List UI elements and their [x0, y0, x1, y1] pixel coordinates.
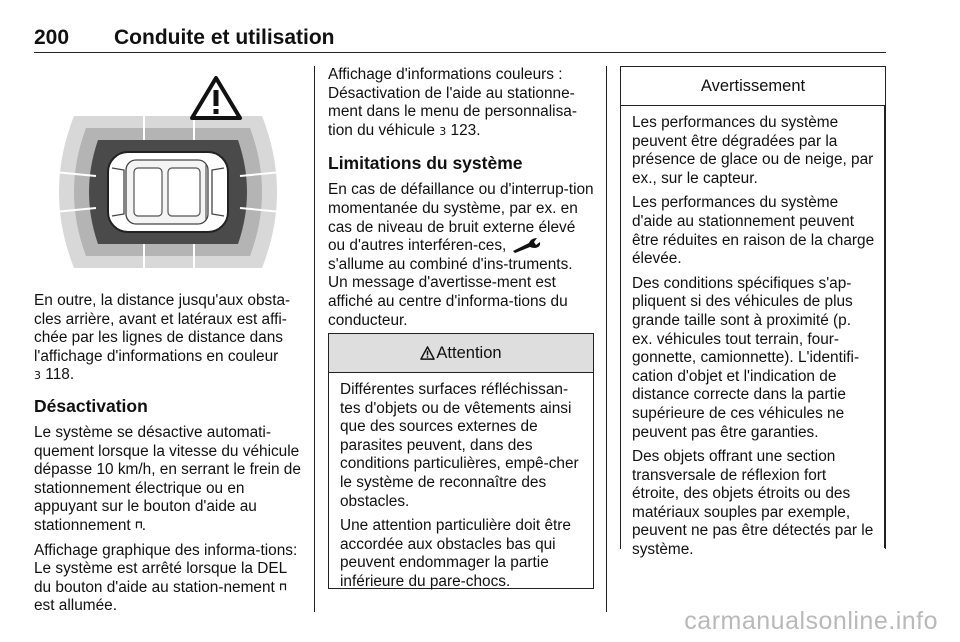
attention-paragraph-2: Une attention particulière doit être accordée aux obstacles bas qui peuvent endommager la partie inférieure du pare-chocs.: [340, 517, 571, 590]
wrench-icon: [511, 237, 543, 253]
park-assist-icon: ⊓: [279, 581, 286, 593]
warning-paragraph-4: Des objets offrant une section transversale de réflexion fort étroite, des objets étroits ou des matériaux souples par exemple, peuvent ne pas être détectés par le système.: [632, 448, 874, 559]
warning-header: [621, 67, 885, 106]
warning-paragraph-3: Des conditions spécifiques s'ap-pliquent si des véhicules de plus grande taille sont à proximité (p. ex. véhicules tout terrain, four-gonnette, camionnette). L'identifi-cation d'objet et l'indication de distance correcte dans la partie supérieure de ces véhicules ne peuvent pas être garanties.: [632, 274, 860, 441]
paragraph-distance: En outre, la distance jusqu'aux obsta-cles arrière, avant et latéraux est affi-chée par les lignes de distance dans l'affichage d'informations en couleur 3 118.: [34, 292, 291, 384]
paragraph-limitations: En cas de défaillance ou d'interrup-tion momentanée du système, par ex. en cas de niveau de bruit externe élevé ou d'autres interféren-ces, s'allume au combiné d'ins-truments. Un message d'avertisse-ment est affiché au centre d'informa-tions du conducteur.: [328, 181, 594, 329]
warning-triangle-icon: [420, 346, 435, 360]
reference-arrow-icon: 3: [34, 369, 41, 383]
page-title: Conduite et utilisation: [114, 26, 335, 49]
warning-title: Avertissement: [700, 76, 806, 95]
paragraph-graphic-display: Affichage graphique des informa-tions: Le système est arrêté lorsque la DEL du bouton d'aide au station-nement ⊓ est allumée.: [34, 541, 298, 615]
column-2: [328, 66, 596, 336]
paragraph-color-display: Affichage d'informations couleurs : Désactivation de l'aide au stationne-ment dans le menu de personnalisa-tion du véhicule 3 123.: [328, 66, 577, 139]
column-divider-2: [606, 66, 607, 612]
watermark: carmanualsonline.info: [684, 607, 938, 635]
attention-title: Attention: [436, 343, 502, 362]
paragraph-deactivation: Le système se désactive automati-quement lorsque la vitesse du véhicule dépasse 10 km/h, en serrant le frein de stationnement électrique ou en appuyant sur le bouton d'aide au stationnement ⊓.: [34, 423, 301, 534]
parking-sensor-car-icon: [34, 72, 302, 272]
attention-paragraph-1: Différentes surfaces réfléchissan-tes d'objets ou de vêtements ainsi que des sources externes de parasites peuvent, dans des conditions particulières, empê-cher le système de reconnaître des obstacles.: [340, 381, 579, 510]
warning-paragraph-1: Les performances du système peuvent être dégradées par la présence de glace ou de neige, par ex., sur le capteur.: [632, 114, 874, 187]
attention-box: [328, 333, 594, 589]
column-divider-1: [314, 66, 315, 612]
park-assist-icon: ⊓: [134, 519, 142, 531]
warning-paragraph-2: Les performances du système d'aide au stationnement peuvent être réduites en raison de la charge élevée.: [632, 194, 875, 268]
column-1: [34, 292, 302, 622]
page-number: 200: [34, 26, 70, 49]
heading-desactivation: Désactivation: [34, 395, 148, 416]
attention-header: [329, 334, 593, 373]
reference-arrow-icon: 3: [439, 124, 447, 138]
heading-limitations: Limitations du système: [328, 153, 523, 174]
warning-box: [620, 66, 886, 559]
page-header: [34, 26, 886, 53]
